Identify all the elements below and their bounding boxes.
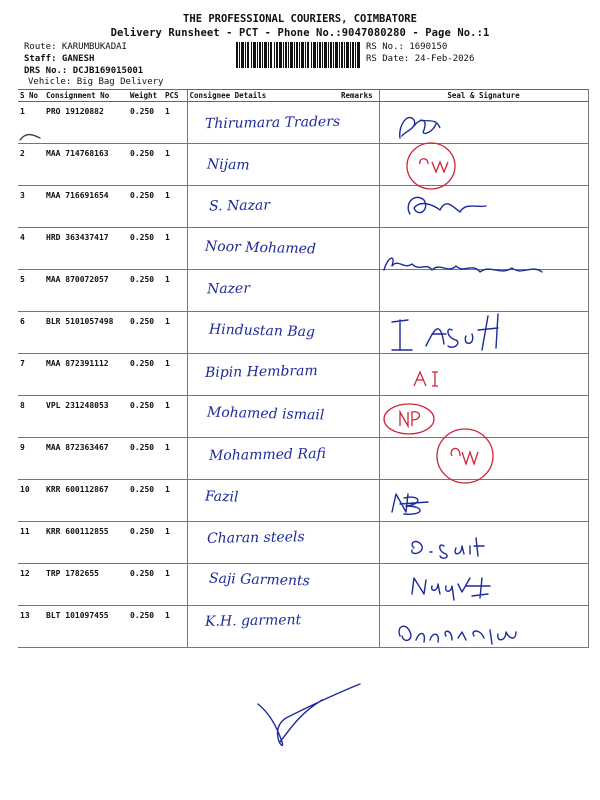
cell-seal [379,228,588,270]
cell-sno: 13 [18,606,44,648]
cell-remarks [339,396,379,438]
cell-consignee [187,354,339,396]
handwritten-consignee: K.H. garment [204,612,302,630]
cell-consignment: HRD 363437417 [44,228,128,270]
cell-remarks [339,480,379,522]
cell-weight: 0.250 [128,438,163,480]
cell-remarks [339,438,379,480]
cell-seal [379,102,588,144]
cell-consignment: MAA 872391112 [44,354,128,396]
cell-pcs: 1 [163,312,187,354]
cell-seal [379,438,588,480]
cell-remarks [339,228,379,270]
cell-seal [379,396,588,438]
cell-weight: 0.250 [128,480,163,522]
cell-pcs: 1 [163,606,187,648]
route-label: Route: KARUMBUKADAI [24,42,127,52]
table-header-row [18,90,588,102]
cell-sno: 6 [18,312,44,354]
cell-pcs: 1 [163,270,187,312]
handwritten-consignee: Bipin Hembram [204,363,318,381]
cell-pcs: 1 [163,522,187,564]
cell-seal [379,564,588,606]
cell-seal [379,312,588,354]
bottom-signature [258,684,360,745]
cell-pcs: 1 [163,186,187,228]
cell-sno: 10 [18,480,44,522]
cell-consignee [187,480,339,522]
cell-sno: 9 [18,438,44,480]
cell-pcs: 1 [163,396,187,438]
cell-consignee [187,438,339,480]
cell-weight: 0.250 [128,102,163,144]
cell-consignment: MAA 714768163 [44,144,128,186]
cell-consignee [187,312,339,354]
handwritten-consignee: Saji Garments [208,570,311,589]
cell-consignment: VPL 231248053 [44,396,128,438]
col-weight: Weight [128,90,163,102]
cell-sno: 2 [18,144,44,186]
cell-sno: 8 [18,396,44,438]
cell-sno: 1 [18,102,44,144]
barcode [236,42,361,68]
table-row [18,522,588,564]
cell-pcs: 1 [163,354,187,396]
table-row [18,186,588,228]
cell-sno: 3 [18,186,44,228]
cell-consignee [187,228,339,270]
col-pcs: PCS [163,90,187,102]
cell-consignee [187,144,339,186]
cell-pcs: 1 [163,102,187,144]
cell-seal [379,186,588,228]
cell-consignment: MAA 872363467 [44,438,128,480]
table-row [18,270,588,312]
rs-no-label: RS No.: 1690150 [366,42,448,52]
table-row [18,228,588,270]
cell-seal [379,270,588,312]
handwritten-consignee: Noor Mohamed [204,238,317,257]
cell-consignment: PRO 19120882 [44,102,128,144]
cell-weight: 0.250 [128,312,163,354]
cell-consignee [187,102,339,144]
cell-weight: 0.250 [128,354,163,396]
cell-weight: 0.250 [128,606,163,648]
cell-consignment: KRR 600112867 [44,480,128,522]
cell-pcs: 1 [163,438,187,480]
cell-remarks [339,564,379,606]
col-consignee: Consignee Details [187,90,339,102]
table-row [18,102,588,144]
runsheet-title: Delivery Runsheet - PCT - Phone No.:9047080280 - Page No.:1 [110,27,490,39]
col-sno: S No [18,90,44,102]
cell-sno: 5 [18,270,44,312]
table-row [18,144,588,186]
col-remarks: Remarks [339,90,379,102]
rs-date-label: RS Date: 24-Feb-2026 [366,54,475,64]
runsheet-table [18,89,589,648]
cell-pcs: 1 [163,144,187,186]
cell-pcs: 1 [163,564,187,606]
handwritten-consignee: Mohamed ismail [206,403,325,424]
cell-remarks [339,144,379,186]
drs-label: DRS No.: DCJB169015001 [24,66,144,76]
cell-seal [379,522,588,564]
cell-consignment: BLR 5101057498 [44,312,128,354]
cell-remarks [339,270,379,312]
cell-pcs: 1 [163,480,187,522]
cell-remarks [339,312,379,354]
handwritten-consignee: Fazil [204,488,239,505]
cell-sno: 4 [18,228,44,270]
cell-remarks [339,522,379,564]
cell-consignee [187,270,339,312]
cell-consignment: MAA 716691654 [44,186,128,228]
handwritten-consignee: Nijam [206,155,250,174]
cell-sno: 7 [18,354,44,396]
cell-consignment: MAA 870072057 [44,270,128,312]
cell-consignee [187,522,339,564]
cell-seal [379,354,588,396]
table-row [18,606,588,648]
cell-remarks [339,186,379,228]
cell-pcs: 1 [163,228,187,270]
handwritten-consignee: Hindustan Bag [208,321,316,340]
company-title: THE PROFESSIONAL COURIERS, COIMBATORE [183,13,417,25]
cell-remarks [339,102,379,144]
cell-seal [379,606,588,648]
table-row [18,480,588,522]
table-row [18,396,588,438]
cell-remarks [339,354,379,396]
cell-weight: 0.250 [128,228,163,270]
cell-weight: 0.250 [128,186,163,228]
cell-weight: 0.250 [128,522,163,564]
col-consignment: Consignment No [44,90,128,102]
cell-sno: 12 [18,564,44,606]
handwritten-consignee: S. Nazar [208,197,271,215]
handwritten-consignee: Thirumara Traders [204,113,341,133]
table-row [18,354,588,396]
cell-weight: 0.250 [128,564,163,606]
cell-weight: 0.250 [128,144,163,186]
table-row [18,438,588,480]
staff-label: Staff: GANESH [24,54,95,64]
cell-consignee [187,186,339,228]
cell-consignee [187,606,339,648]
cell-seal [379,480,588,522]
cell-consignment: TRP 1782655 [44,564,128,606]
col-seal: Seal & Signature [379,90,588,102]
cell-weight: 0.250 [128,396,163,438]
handwritten-consignee: Nazer [206,280,251,298]
cell-consignment: KRR 600112855 [44,522,128,564]
cell-consignee [187,396,339,438]
handwritten-consignee: Mohammed Rafi [208,445,327,465]
cell-remarks [339,606,379,648]
table-row [18,564,588,606]
cell-weight: 0.250 [128,270,163,312]
cell-consignment: BLT 101097455 [44,606,128,648]
vehicle-label: Vehicle: Big Bag Delivery [28,77,164,87]
cell-sno: 11 [18,522,44,564]
handwritten-consignee: Charan steels [206,529,305,547]
cell-seal [379,144,588,186]
cell-consignee [187,564,339,606]
table-row [18,312,588,354]
